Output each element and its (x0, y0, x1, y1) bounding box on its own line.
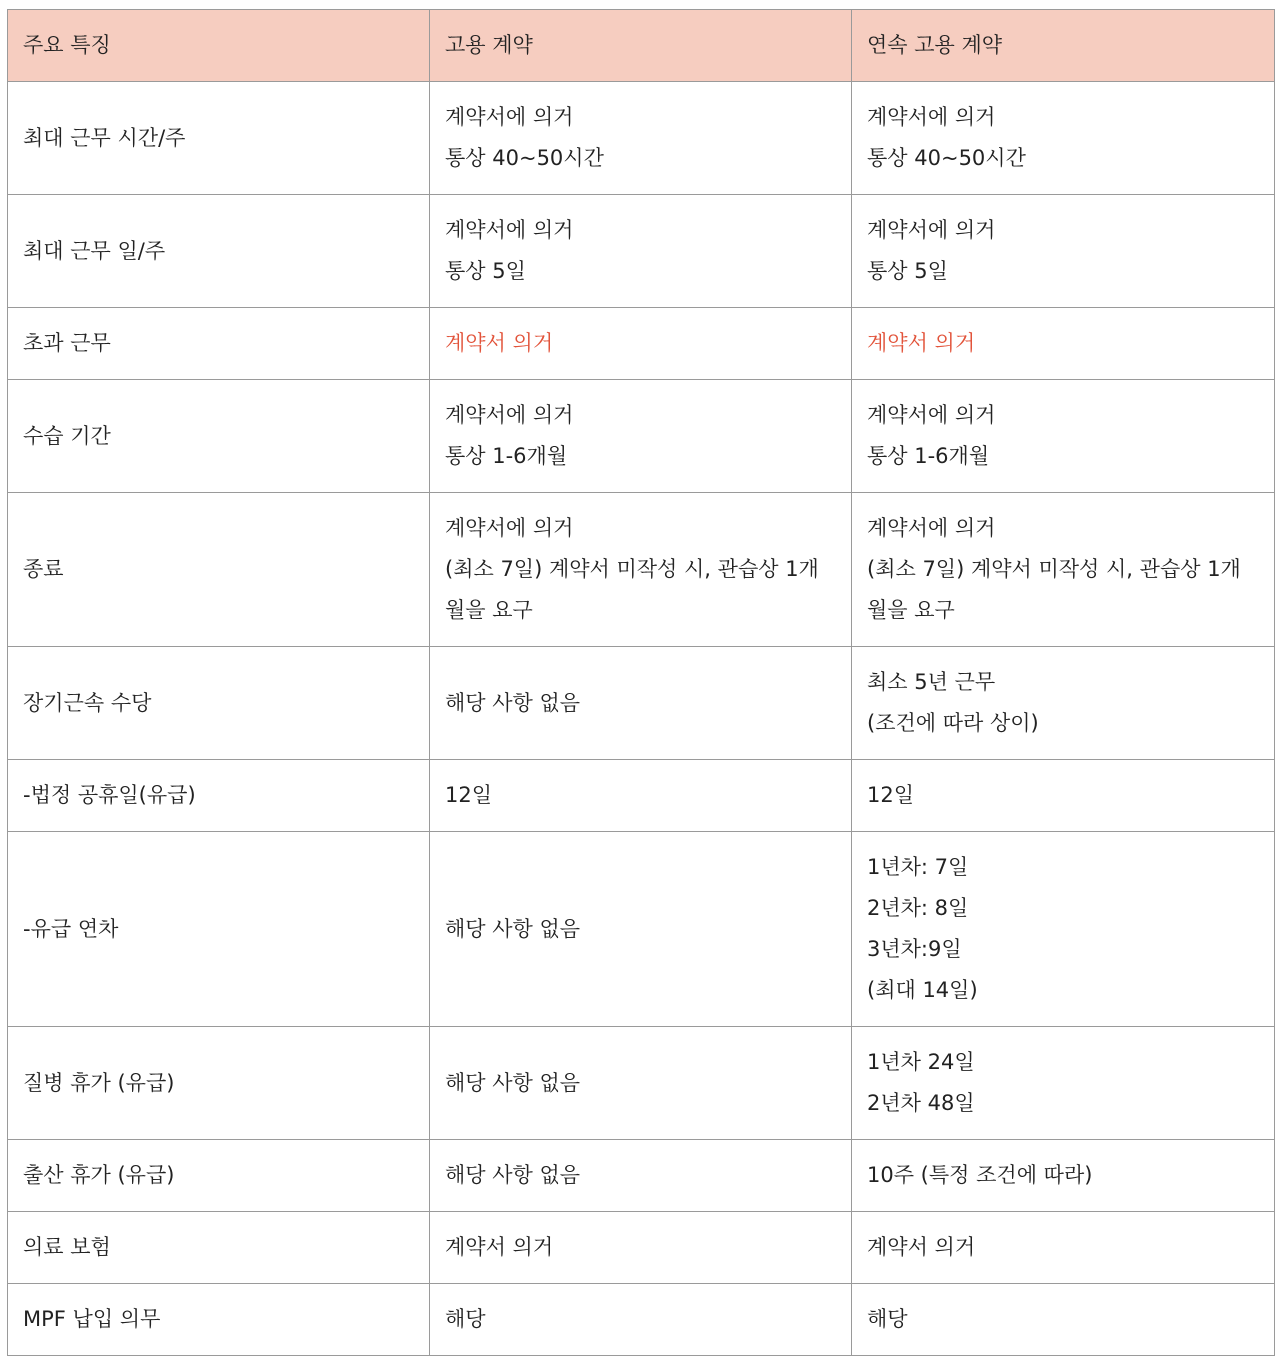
cell-line: 12일 (867, 783, 915, 807)
table-row (8, 380, 1275, 493)
cell-line: 계약서에 의거 (867, 516, 996, 540)
cell-line: 계약서에 의거 (445, 516, 574, 540)
cell-line: 10주 (특정 조건에 따라) (867, 1163, 1093, 1187)
table-row (8, 760, 1275, 832)
table-row (8, 493, 1275, 647)
table-row (8, 82, 1275, 195)
cell-line: 계약서에 의거 (445, 218, 574, 242)
feature-cell: 초과 근무 (8, 308, 430, 380)
continuous-contract-cell (852, 493, 1275, 647)
feature-cell: -유급 연차 (8, 832, 430, 1027)
comparison-table-container (7, 9, 1274, 1356)
cell-line: 해당 사항 없음 (445, 1163, 581, 1187)
feature-cell: 장기근속 수당 (8, 647, 430, 760)
table-row (8, 1027, 1275, 1140)
cell-line: 해당 사항 없음 (445, 690, 581, 715)
cell-line: 계약서에 의거 (867, 218, 996, 242)
cell-line: 해당 사항 없음 (445, 1070, 581, 1095)
cell-line: 통상 5일 (445, 259, 526, 283)
cell-line: 해당 사항 없음 (445, 916, 581, 941)
feature-cell: 최대 근무 시간/주 (8, 82, 430, 195)
cell-line: 해당 (445, 1307, 486, 1331)
continuous-contract-cell (852, 308, 1275, 380)
cell-line: 2년차 48일 (867, 1091, 975, 1115)
cell-line: 통상 5일 (867, 259, 948, 283)
employment-contract-cell (430, 1212, 852, 1284)
cell-line: 최소 5년 근무 (867, 670, 996, 694)
cell-line: 통상 1-6개월 (445, 444, 568, 468)
continuous-contract-cell (852, 380, 1275, 493)
table-row (8, 1212, 1275, 1284)
table-row (8, 647, 1275, 760)
feature-cell: 의료 보험 (8, 1212, 430, 1284)
continuous-contract-cell (852, 1212, 1275, 1284)
continuous-contract-cell (852, 1140, 1275, 1212)
cell-line: 1년차: 7일 (867, 855, 969, 879)
cell-line: (최소 7일) 계약서 미작성 시, 관습상 1개월을 요구 (445, 557, 819, 622)
continuous-contract-cell (852, 832, 1275, 1027)
header-row (8, 10, 1275, 82)
feature-cell: 종료 (8, 493, 430, 647)
cell-line: 1년차 24일 (867, 1050, 975, 1074)
cell-line: 3년차:9일 (867, 937, 962, 961)
cell-line: 계약서 의거 (867, 1235, 976, 1259)
cell-line: 해당 (867, 1307, 908, 1331)
header-feature: 주요 특징 (8, 10, 430, 82)
continuous-contract-cell (852, 1284, 1275, 1356)
cell-line: 계약서에 의거 (445, 403, 574, 427)
cell-line: 계약서 의거 (867, 331, 976, 355)
employment-contract-cell (430, 82, 852, 195)
cell-line: 12일 (445, 783, 493, 807)
header-employment-contract: 고용 계약 (430, 10, 852, 82)
comparison-table (7, 9, 1275, 1356)
feature-cell: 최대 근무 일/주 (8, 195, 430, 308)
employment-contract-cell (430, 760, 852, 832)
cell-line: 통상 40~50시간 (867, 146, 1026, 170)
cell-line: 통상 40~50시간 (445, 146, 604, 170)
continuous-contract-cell (852, 1027, 1275, 1140)
cell-line: 계약서에 의거 (867, 403, 996, 427)
cell-line: 계약서에 의거 (445, 105, 574, 129)
cell-line: 통상 1-6개월 (867, 444, 990, 468)
header-continuous-contract: 연속 고용 계약 (852, 10, 1275, 82)
feature-cell: 수습 기간 (8, 380, 430, 493)
employment-contract-cell (430, 647, 852, 760)
feature-cell: -법정 공휴일(유급) (8, 760, 430, 832)
table-row (8, 832, 1275, 1027)
employment-contract-cell (430, 1027, 852, 1140)
table-row (8, 1140, 1275, 1212)
employment-contract-cell (430, 493, 852, 647)
table-header (8, 10, 1275, 82)
cell-line: 계약서 의거 (445, 331, 554, 355)
table-body (8, 82, 1275, 1356)
cell-line: 계약서에 의거 (867, 105, 996, 129)
continuous-contract-cell (852, 647, 1275, 760)
continuous-contract-cell (852, 760, 1275, 832)
feature-cell: 출산 휴가 (유급) (8, 1140, 430, 1212)
cell-line: (최소 7일) 계약서 미작성 시, 관습상 1개월을 요구 (867, 557, 1241, 622)
cell-line: (최대 14일) (867, 978, 978, 1002)
continuous-contract-cell (852, 82, 1275, 195)
cell-line: (조건에 따라 상이) (867, 711, 1039, 735)
continuous-contract-cell (852, 195, 1275, 308)
cell-line: 2년차: 8일 (867, 896, 969, 920)
cell-line: 계약서 의거 (445, 1235, 554, 1259)
employment-contract-cell (430, 380, 852, 493)
employment-contract-cell (430, 1140, 852, 1212)
employment-contract-cell (430, 1284, 852, 1356)
table-row (8, 195, 1275, 308)
table-row (8, 1284, 1275, 1356)
employment-contract-cell (430, 195, 852, 308)
table-row (8, 308, 1275, 380)
employment-contract-cell (430, 308, 852, 380)
feature-cell: 질병 휴가 (유급) (8, 1027, 430, 1140)
feature-cell: MPF 납입 의무 (8, 1284, 430, 1356)
employment-contract-cell (430, 832, 852, 1027)
